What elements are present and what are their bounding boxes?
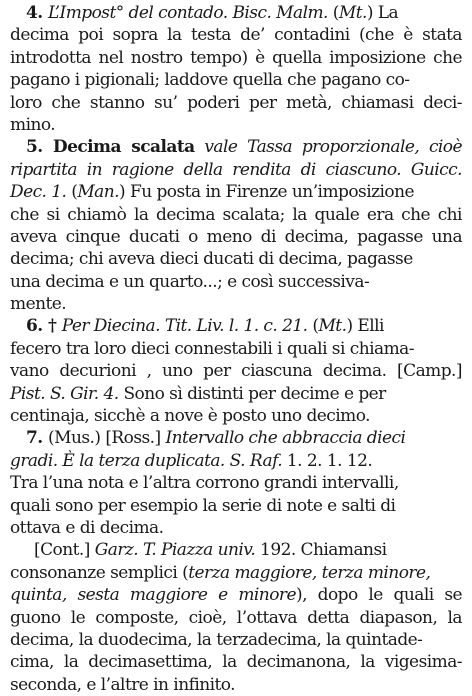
text-line xyxy=(10,472,462,494)
entry-5 xyxy=(10,136,462,315)
text-line xyxy=(10,24,462,46)
text-run: loro che stanno su’ poderi per metà, chiamasi deci- xyxy=(10,92,462,113)
text-line xyxy=(10,629,462,651)
entry-4 xyxy=(10,2,462,136)
text-line xyxy=(10,450,462,472)
text-run: ) Elli xyxy=(346,316,384,337)
text-run: quali sono per esempio la serie di note e salti di xyxy=(10,495,396,516)
text-line xyxy=(10,584,462,606)
text-run: vale Tassa proporzionale, cioè xyxy=(194,137,462,158)
text-line xyxy=(10,159,462,181)
text-line xyxy=(10,517,462,539)
text-line xyxy=(10,248,462,270)
text-line xyxy=(10,338,462,360)
text-run: decima poi sopra la testa de’ contadini (che è stata xyxy=(10,25,463,46)
text-line xyxy=(10,562,462,584)
entry-6 xyxy=(10,315,462,427)
text-run: consonanze semplici ( xyxy=(10,562,189,583)
text-line xyxy=(10,539,462,561)
text-run: guono le composte, cioè, l’ottava detta diapason, la xyxy=(10,607,463,628)
text-run: Garz. T. Piazza univ. xyxy=(94,540,256,561)
text-run: ( xyxy=(327,3,339,23)
text-run: seconda, e l’altre in infinito. xyxy=(10,674,236,695)
text-line xyxy=(10,181,462,203)
text-line xyxy=(10,114,462,136)
text-run: ) La xyxy=(366,3,399,23)
text-run: 7. xyxy=(26,428,49,449)
text-run: Dec. 1. xyxy=(10,182,67,203)
text-run: Intervallo che abbraccia dieci xyxy=(165,428,406,449)
text-line xyxy=(10,92,462,114)
text-run: fecero tra loro dieci connestabili i quali si chiama- xyxy=(10,338,414,359)
text-line xyxy=(10,383,462,405)
text-run: ), dopo le quali se xyxy=(295,585,463,606)
text-run: terza maggiore, terza minore, xyxy=(188,562,431,583)
text-line xyxy=(10,293,462,315)
text-line xyxy=(10,136,462,158)
text-run: ) Fu posta in Firenze un’imposizione xyxy=(119,182,414,203)
text-line xyxy=(10,405,462,427)
text-run: ( xyxy=(307,316,319,337)
text-line xyxy=(10,226,462,248)
text-line xyxy=(10,607,462,629)
text-run: Man. xyxy=(77,182,120,203)
text-line xyxy=(10,271,462,293)
text-run: [Cont.] xyxy=(34,540,95,561)
text-line xyxy=(10,47,462,69)
text-line xyxy=(10,360,462,382)
text-run: 6. † xyxy=(26,316,62,337)
text-line xyxy=(10,651,462,673)
entry-7 xyxy=(10,427,462,539)
text-line xyxy=(10,2,462,24)
text-run: Sono sì distinti per decime e per xyxy=(118,383,386,404)
text-line xyxy=(10,495,462,517)
text-run: Mt. xyxy=(318,316,347,337)
text-run: 4. xyxy=(26,3,49,23)
text-run: introdotta nel nostro tempo) è quella imposizione che xyxy=(10,47,462,68)
text-run: pagano i pigionali; laddove quella che pagano co- xyxy=(10,70,410,91)
text-run: ottava e di decima. xyxy=(10,517,164,538)
text-run: decima; chi aveva dieci ducati di decima, pagasse xyxy=(10,249,413,270)
text-run: 192. Chiamansi xyxy=(255,540,387,561)
text-run: decima, la duodecima, la terzadecima, la quintade- xyxy=(10,629,423,650)
text-run: Tra l’una nota e l’altra corrono grandi intervalli, xyxy=(10,473,399,494)
text-run: (Mus.) [Ross.] xyxy=(48,428,166,449)
text-run: quinta, sesta maggiore e minore xyxy=(10,585,296,606)
text-run: L’Impost° del contado. Bisc. Malm. xyxy=(48,3,328,23)
text-run: cima, la decimasettima, la decimanona, la vigesima- xyxy=(10,652,462,673)
text-run: che si chiamò la decima scalata; la quale era che chi xyxy=(10,204,462,225)
text-run: ripartita in ragione della rendita di ciascuno. Guicc. xyxy=(10,159,462,180)
text-run: mente. xyxy=(10,294,67,315)
text-line xyxy=(10,69,462,91)
text-run: Pist. S. Gir. 4. xyxy=(10,383,119,404)
text-run: mino. xyxy=(10,114,56,135)
text-line xyxy=(10,315,462,337)
text-line xyxy=(10,427,462,449)
text-line xyxy=(10,674,462,696)
text-run: gradi. È la terza duplicata. S. Raf. xyxy=(10,450,283,471)
text-run: vano decurioni , uno per ciascuna decima. [Camp.] xyxy=(10,361,462,382)
text-run: centinaja, sicchè a nove è posto uno decimo. xyxy=(10,406,370,427)
text-run: ( xyxy=(66,182,78,203)
text-run: Per Diecina. Tit. Liv. l. 1. c. 21. xyxy=(61,316,308,337)
text-run: aveva cinque ducati o meno di decima, pagasse una xyxy=(10,226,463,247)
text-line xyxy=(10,204,462,226)
text-run: 1. 2. 1. 12. xyxy=(282,450,373,471)
entry-cont xyxy=(10,539,462,696)
text-run: 5. Decima scalata xyxy=(26,137,195,158)
text-run: una decima e un quarto...; e così successiva- xyxy=(10,271,370,292)
text-run: Mt. xyxy=(338,3,367,23)
